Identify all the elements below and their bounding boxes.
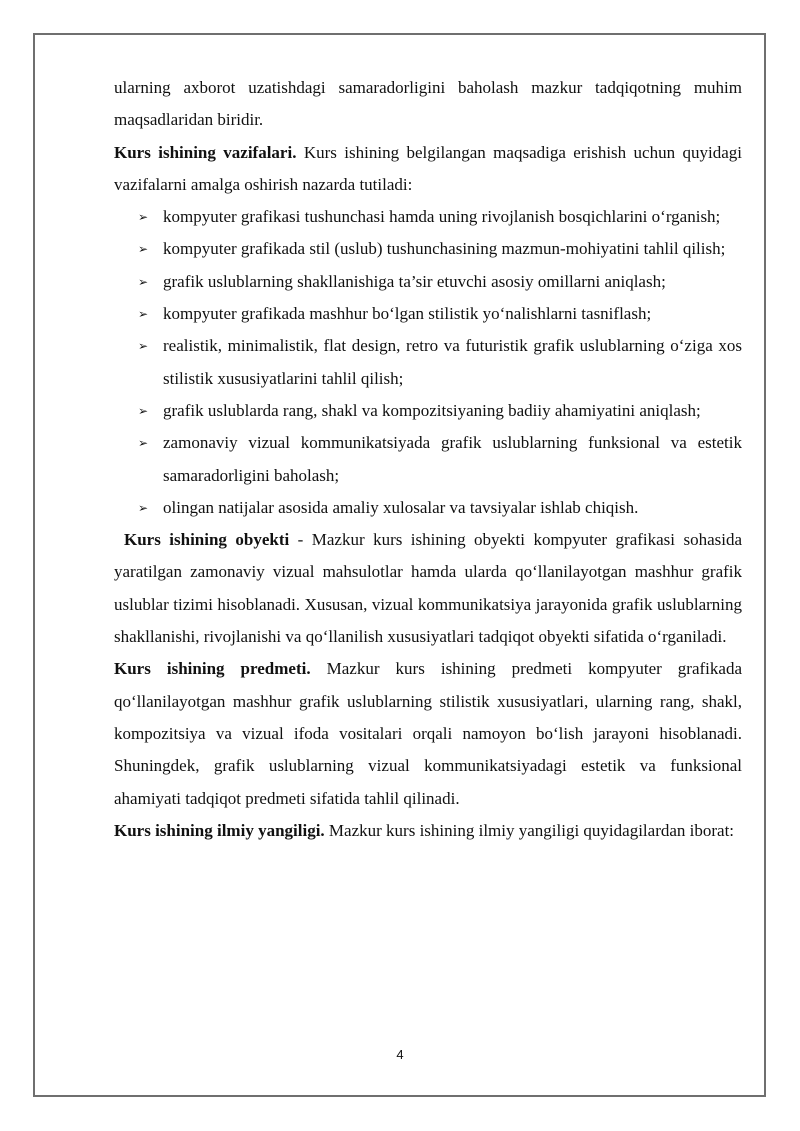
list-item-text: zamonaviy vizual kommunikatsiyada grafik uslublarning funksional va estetik samaradorligini baholash; bbox=[163, 433, 742, 485]
tasks-paragraph bbox=[114, 137, 742, 202]
page-number: 4 bbox=[396, 1047, 404, 1062]
arrow-bullet-icon: ➢ bbox=[138, 242, 149, 257]
arrow-bullet-icon: ➢ bbox=[138, 436, 149, 451]
list-item-text: grafik uslublarda rang, shakl va kompozitsiyaning badiiy ahamiyatini aniqlash; bbox=[163, 400, 701, 420]
object-heading: Kurs ishining obyekti bbox=[124, 530, 290, 550]
arrow-bullet-icon: ➢ bbox=[138, 403, 149, 418]
tasks-text: Kurs ishining belgilangan maqsadiga erishish uchun quyidagi vazifalarni amalga oshirish nazarda tutiladi: bbox=[114, 142, 742, 194]
subject-heading: Kurs ishining predmeti. bbox=[114, 659, 311, 679]
list-item bbox=[114, 298, 742, 330]
novelty-text: Mazkur kurs ishining ilmiy yangiligi quyidagilardan iborat: bbox=[324, 820, 735, 840]
arrow-bullet-icon: ➢ bbox=[138, 339, 149, 354]
list-item bbox=[114, 266, 742, 298]
subject-text: Mazkur kurs ishining predmeti kompyuter grafikada qo‘llanilayotgan mashhur grafik uslublarning stilistik xususiyatlari, ularning rang, shakl, kompozitsiya va vizual ifoda vositalari orqali namoyon bo‘lish jarayoni hisoblanadi. Shuningdek, grafik uslublarning vizual kommunikatsiyadagi estetik va funksional ahamiyati tadqiqot predmeti sifatida tahlil qilinadi. bbox=[114, 659, 742, 808]
arrow-bullet-icon: ➢ bbox=[138, 274, 149, 289]
list-item bbox=[114, 233, 742, 265]
list-item bbox=[114, 427, 742, 492]
list-item bbox=[114, 330, 742, 395]
tasks-list bbox=[114, 201, 742, 524]
list-item-text: grafik uslublarning shakllanishiga ta’sir etuvchi asosiy omillarni aniqlash; bbox=[163, 271, 666, 291]
list-item-text: kompyuter grafikada mashhur bo‘lgan stilistik yo‘nalishlarni tasniflash; bbox=[163, 304, 652, 324]
arrow-bullet-icon: ➢ bbox=[138, 307, 149, 322]
object-paragraph bbox=[114, 524, 742, 653]
arrow-bullet-icon: ➢ bbox=[138, 500, 149, 515]
list-item-text: olingan natijalar asosida amaliy xulosalar va tavsiyalar ishlab chiqish. bbox=[163, 497, 639, 517]
object-text: - Mazkur kurs ishining obyekti kompyuter grafikasi sohasida yaratilgan zamonaviy vizual mahsulotlar hamda ularda qo‘llanilayotgan mashhur grafik uslublar tizimi hisoblanadi. Xususan, vizual kommunikatsiya jarayonida grafik uslublarning shakllanishi, rivojlanishi va qo‘llanilish xususiyatlari tadqiqot obyekti sifatida o‘rganiladi. bbox=[114, 530, 742, 647]
list-item-text: kompyuter grafikada stil (uslub) tushunchasining mazmun-mohiyatini tahlil qilish; bbox=[163, 239, 726, 259]
list-item bbox=[114, 201, 742, 233]
novelty-heading: Kurs ishining ilmiy yangiligi. bbox=[114, 820, 325, 840]
subject-paragraph bbox=[114, 653, 742, 814]
novelty-paragraph bbox=[114, 815, 742, 847]
list-item bbox=[114, 395, 742, 427]
list-item-text: realistik, minimalistik, flat design, retro va futuristik grafik uslublarning o‘ziga xos stilistik xususiyatlarini tahlil qilish; bbox=[163, 336, 742, 388]
document-body bbox=[114, 72, 742, 847]
intro-paragraph: ularning axborot uzatishdagi samaradorligini baholash mazkur tadqiqotning muhim maqsadlaridan biridir. bbox=[114, 78, 742, 130]
arrow-bullet-icon: ➢ bbox=[138, 210, 149, 225]
list-item-text: kompyuter grafikasi tushunchasi hamda uning rivojlanish bosqichlarini o‘rganish; bbox=[163, 207, 721, 227]
tasks-heading: Kurs ishining vazifalari. bbox=[114, 142, 297, 162]
list-item bbox=[114, 492, 742, 524]
